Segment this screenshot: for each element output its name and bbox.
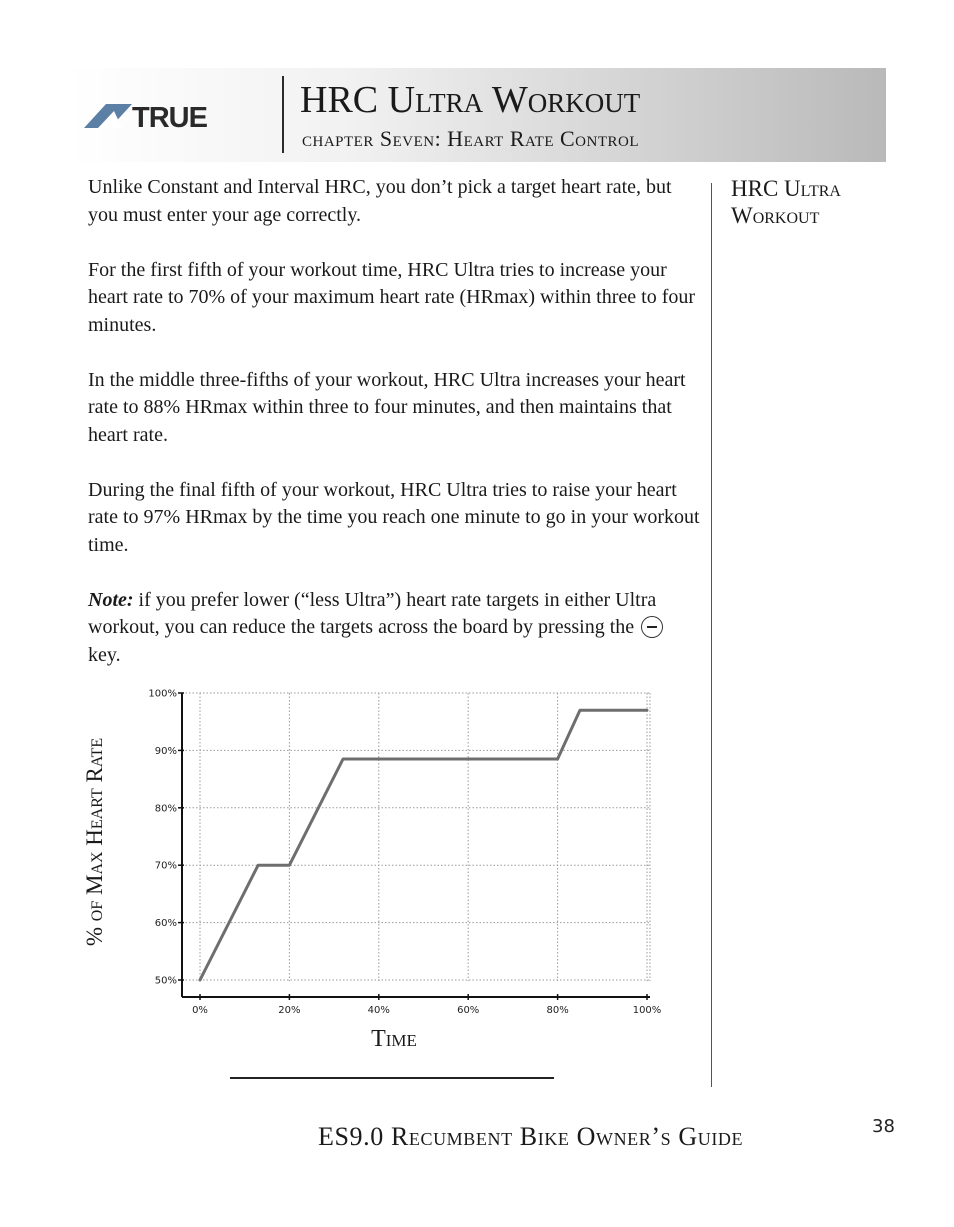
y-tick-label-3: 80% <box>154 803 177 815</box>
y-axis-label: % of Max Heart Rate <box>82 737 107 947</box>
body-text <box>88 174 700 697</box>
paragraph-2: For the first fifth of your workout time, HRC Ultra tries to increase your heart rate to 70% of your maximum heart rate (HRmax) within three to four minutes. <box>88 258 696 336</box>
minus-key-icon <box>641 616 663 638</box>
sidebar-divider <box>711 183 712 1087</box>
note-text-before: if you prefer lower (“less Ultra”) heart rate targets in either Ultra workout, you can reduce the targets across the board by pressing the <box>88 588 657 638</box>
x-tick-label-2: 40% <box>367 1005 390 1016</box>
logo-text: TRUE <box>132 102 207 130</box>
page-title: HRC Ultra Workout <box>300 79 641 121</box>
footer-guide-title: ES9.0 Recumbent Bike Owner’s Guide <box>318 1122 744 1151</box>
page-number: 38 <box>872 1116 895 1137</box>
x-tick-label-1: 20% <box>278 1005 301 1016</box>
paragraph-3: In the middle three-fifths of your workout, HRC Ultra increases your heart rate to 88% HRmax within three to four minutes, and then maintains that heart rate. <box>88 368 686 446</box>
chart-ticks <box>148 689 661 1017</box>
footer-rule <box>230 1077 554 1079</box>
y-tick-label-2: 70% <box>154 860 177 872</box>
true-logo <box>84 102 254 130</box>
y-tick-label-4: 90% <box>154 745 177 757</box>
header-divider <box>282 76 284 153</box>
chapter-subtitle: chapter Seven: Heart Rate Control <box>302 126 639 151</box>
chart-grid <box>182 693 650 981</box>
heart-rate-chart <box>80 680 680 1060</box>
note-paragraph <box>88 587 700 670</box>
x-axis-label: Time <box>371 1026 417 1052</box>
x-tick-label-4: 80% <box>546 1005 569 1016</box>
chart-axes <box>182 693 650 997</box>
y-tick-label-1: 60% <box>154 918 177 930</box>
x-tick-label-3: 60% <box>457 1005 480 1016</box>
paragraph-1: Unlike Constant and Interval HRC, you don’t pick a target heart rate, but you must enter your age correctly. <box>88 176 672 226</box>
x-tick-label-0: 0% <box>192 1005 208 1016</box>
x-tick-label-5: 100% <box>632 1005 662 1016</box>
y-tick-label-0: 50% <box>154 975 177 987</box>
y-tick-label-5: 100% <box>148 688 177 700</box>
sidebar-title: HRC Ultra Workout <box>731 176 841 228</box>
note-text-after: key. <box>88 643 121 666</box>
note-label: Note: <box>88 588 134 611</box>
paragraph-4: During the final fifth of your workout, HRC Ultra tries to raise your heart rate to 97% HRmax by the time you reach one minute to go in your workout time. <box>88 478 700 556</box>
